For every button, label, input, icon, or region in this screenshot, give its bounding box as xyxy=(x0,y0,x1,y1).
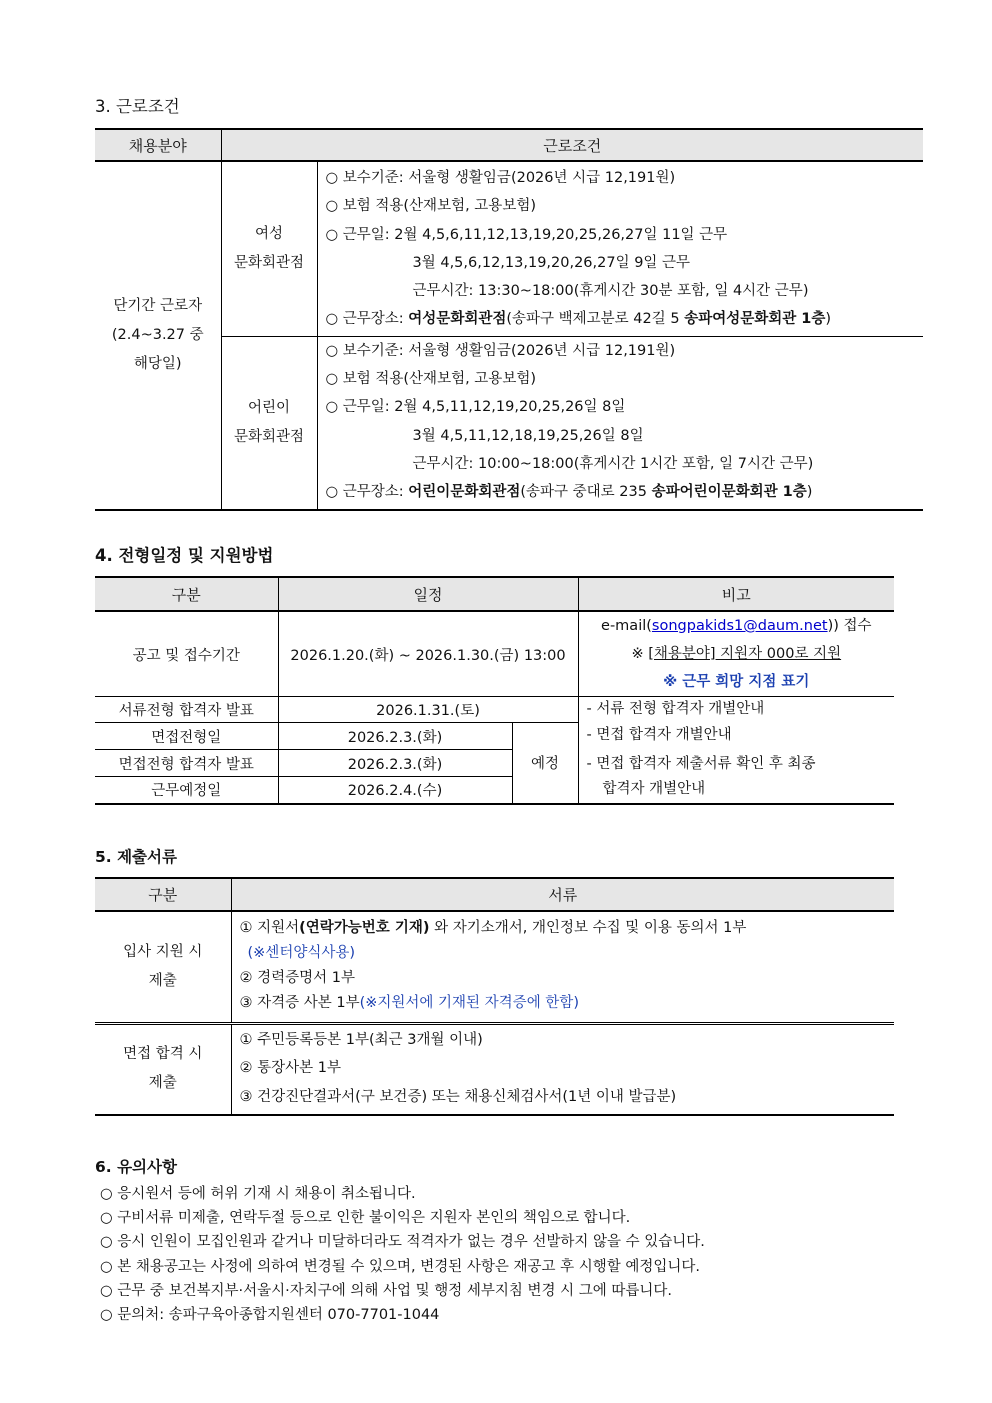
col-doc-type: 구분 xyxy=(95,878,231,911)
col-schedule: 일정 xyxy=(278,577,578,611)
row-application-label: 공고 및 접수기간 xyxy=(95,611,278,697)
docs-application-label: 입사 지원 시 제출 xyxy=(95,911,231,1024)
col-conditions: 근로조건 xyxy=(221,129,923,161)
preferred-branch-note: ※ 근무 희망 지점 표기 xyxy=(663,674,810,690)
section-5-title: 5. 제출서류 xyxy=(95,848,177,866)
docs-application-list: ① 지원서(연락가능번호 기재) 와 자기소개서, 개인정보 수집 및 이용 동의서 1부 (※센터양식사용) ② 경력증명서 1부 ③ 자격증 사본 1부(※지원서에 기재된 자격증에 한함) xyxy=(231,911,894,1024)
docs-interview-label: 면접 합격 시 제출 xyxy=(95,1024,231,1115)
row-interview-result-label: 면접전형 합격자 발표 xyxy=(95,750,278,777)
section-3-title: 3. 근로조건 xyxy=(95,97,180,116)
planned-label: 예정 xyxy=(512,723,578,804)
section-6-title: 6. 유의사항 xyxy=(95,1158,177,1176)
list-item: ○ 응시원서 등에 허위 기재 시 채용이 취소됩니다. xyxy=(100,1186,416,1202)
field-cell: 단기간 근로자 (2.4~3.27 중 해당일) xyxy=(95,161,221,510)
email-link[interactable]: songpakids1@daum.net xyxy=(651,618,828,634)
col-field: 채용분야 xyxy=(95,129,221,161)
col-notes: 비고 xyxy=(578,577,894,611)
col-type: 구분 xyxy=(95,577,278,611)
documents-table xyxy=(95,877,894,1116)
venue-women-conditions: ○ 보수기준: 서울형 생활임금(2026년 시급 12,191원) ○ 보험 적용(산재보험, 고용보험) ○ 근무일: 2월 4,5,6,11,12,13,19,20,25,26,27일 11일 근무 3월 4,5,6,12,13,19,20,26,27일 9일 근무 근무시간: 13:30~18:00(휴게시간 30분 포함, 일 4시간 근무) ○ 근무장소: 여성문화회관점(송파구 백제고분로 42길 5 송파여성문화회관 1층) xyxy=(317,161,923,336)
list-item: ○ 응시 인원이 모집인원과 같거나 미달하더라도 적격자가 없는 경우 선발하지 않을 수 있습니다. xyxy=(100,1234,705,1251)
row-doc-result-date: 2026.1.31.(토) xyxy=(278,697,578,723)
col-doc-list: 서류 xyxy=(231,878,894,911)
list-item: ○ 구비서류 미제출, 연락두절 등으로 인한 불이익은 지원자 본인의 책임으로 합니다. xyxy=(100,1210,631,1227)
docs-interview-list: ① 주민등록등본 1부(최근 3개월 이내) ② 통장사본 1부 ③ 건강진단결과서(구 보건증) 또는 채용신체검사서(1년 이내 발급분) xyxy=(239,1032,677,1105)
row-start-date: 2026.2.4.(수) xyxy=(278,777,512,804)
row-start-label: 근무예정일 xyxy=(95,777,278,804)
work-conditions-table xyxy=(95,128,923,511)
row-interview-date: 2026.2.3.(화) xyxy=(278,723,512,750)
row-doc-result-label: 서류전형 합격자 발표 xyxy=(95,697,278,723)
row-application-date: 2026.1.20.(화) ~ 2026.1.30.(금) 13:00 xyxy=(278,611,578,697)
venue-children: 어린이 문화회관점 xyxy=(221,336,317,509)
section-4-title: 4. 전형일정 및 지원방법 xyxy=(95,546,274,565)
list-item: ○ 근무 중 보건복지부·서울시·자치구에 의해 사업 및 행정 세부지침 변경 시 그에 따릅니다. xyxy=(100,1282,673,1299)
venue-women: 여성 문화회관점 xyxy=(221,161,317,336)
list-item: ○ 본 채용공고는 사정에 의하여 변경될 수 있으며, 변경된 사항은 재공고 후 시행할 예정입니다. xyxy=(100,1258,701,1275)
precautions-list xyxy=(100,1182,705,1327)
venue-children-conditions: ○ 보수기준: 서울형 생활임금(2026년 시급 12,191원) ○ 보험 적용(산재보험, 고용보험) ○ 근무일: 2월 4,5,11,12,19,20,25,26일 8일 3월 4,5,11,12,18,19,25,26일 8일 근무시간: 10:00~18:00(휴게시간 1시간 포함, 일 7시간 근무) ○ 근무장소: 어린이문화회관점(송파구 중대로 235 송파어린이문화회관 1층) xyxy=(325,342,814,501)
list-item: ○ 문의처: 송파구육아종합지원센터 070-7701-1044 xyxy=(100,1306,440,1323)
application-method: e-mail(songpakids1@daum.net)) 접수 ※ [채용분야] 지원자 000로 지원 ※ 근무 희망 지점 표기 xyxy=(578,611,894,697)
schedule-notes: - 서류 전형 합격자 개별안내 - 면접 합격자 개별안내 - 면접 합격자 제출서류 확인 후 최종 합격자 개별안내 xyxy=(586,701,816,797)
schedule-table xyxy=(95,576,894,805)
row-interview-result-date: 2026.2.3.(화) xyxy=(278,750,512,777)
row-interview-label: 면접전형일 xyxy=(95,723,278,750)
